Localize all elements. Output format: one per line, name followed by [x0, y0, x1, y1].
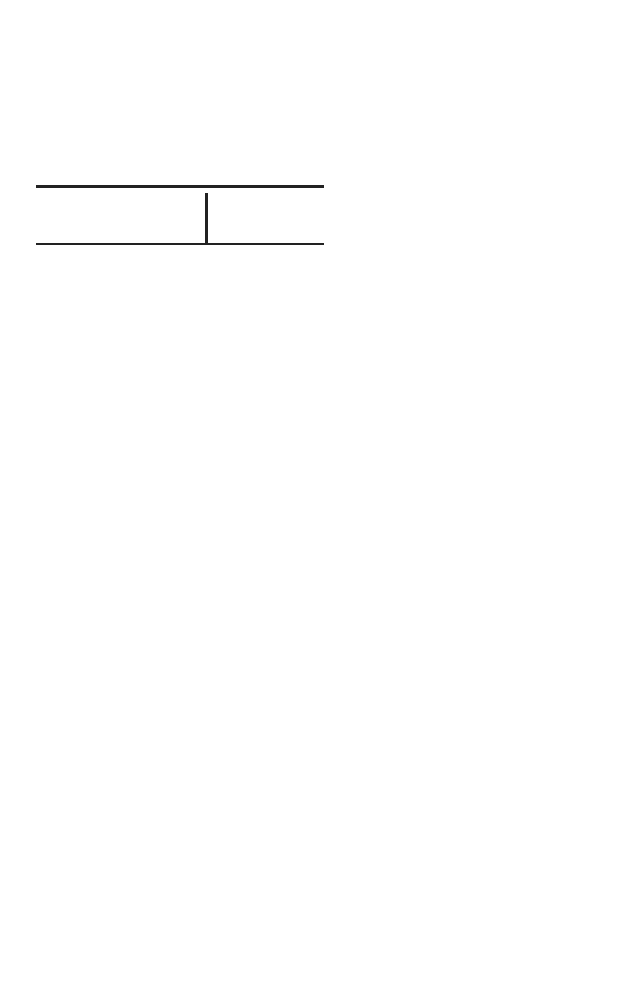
table-top-rule — [36, 185, 324, 188]
header-rule — [36, 243, 324, 245]
header-divider — [205, 193, 208, 243]
